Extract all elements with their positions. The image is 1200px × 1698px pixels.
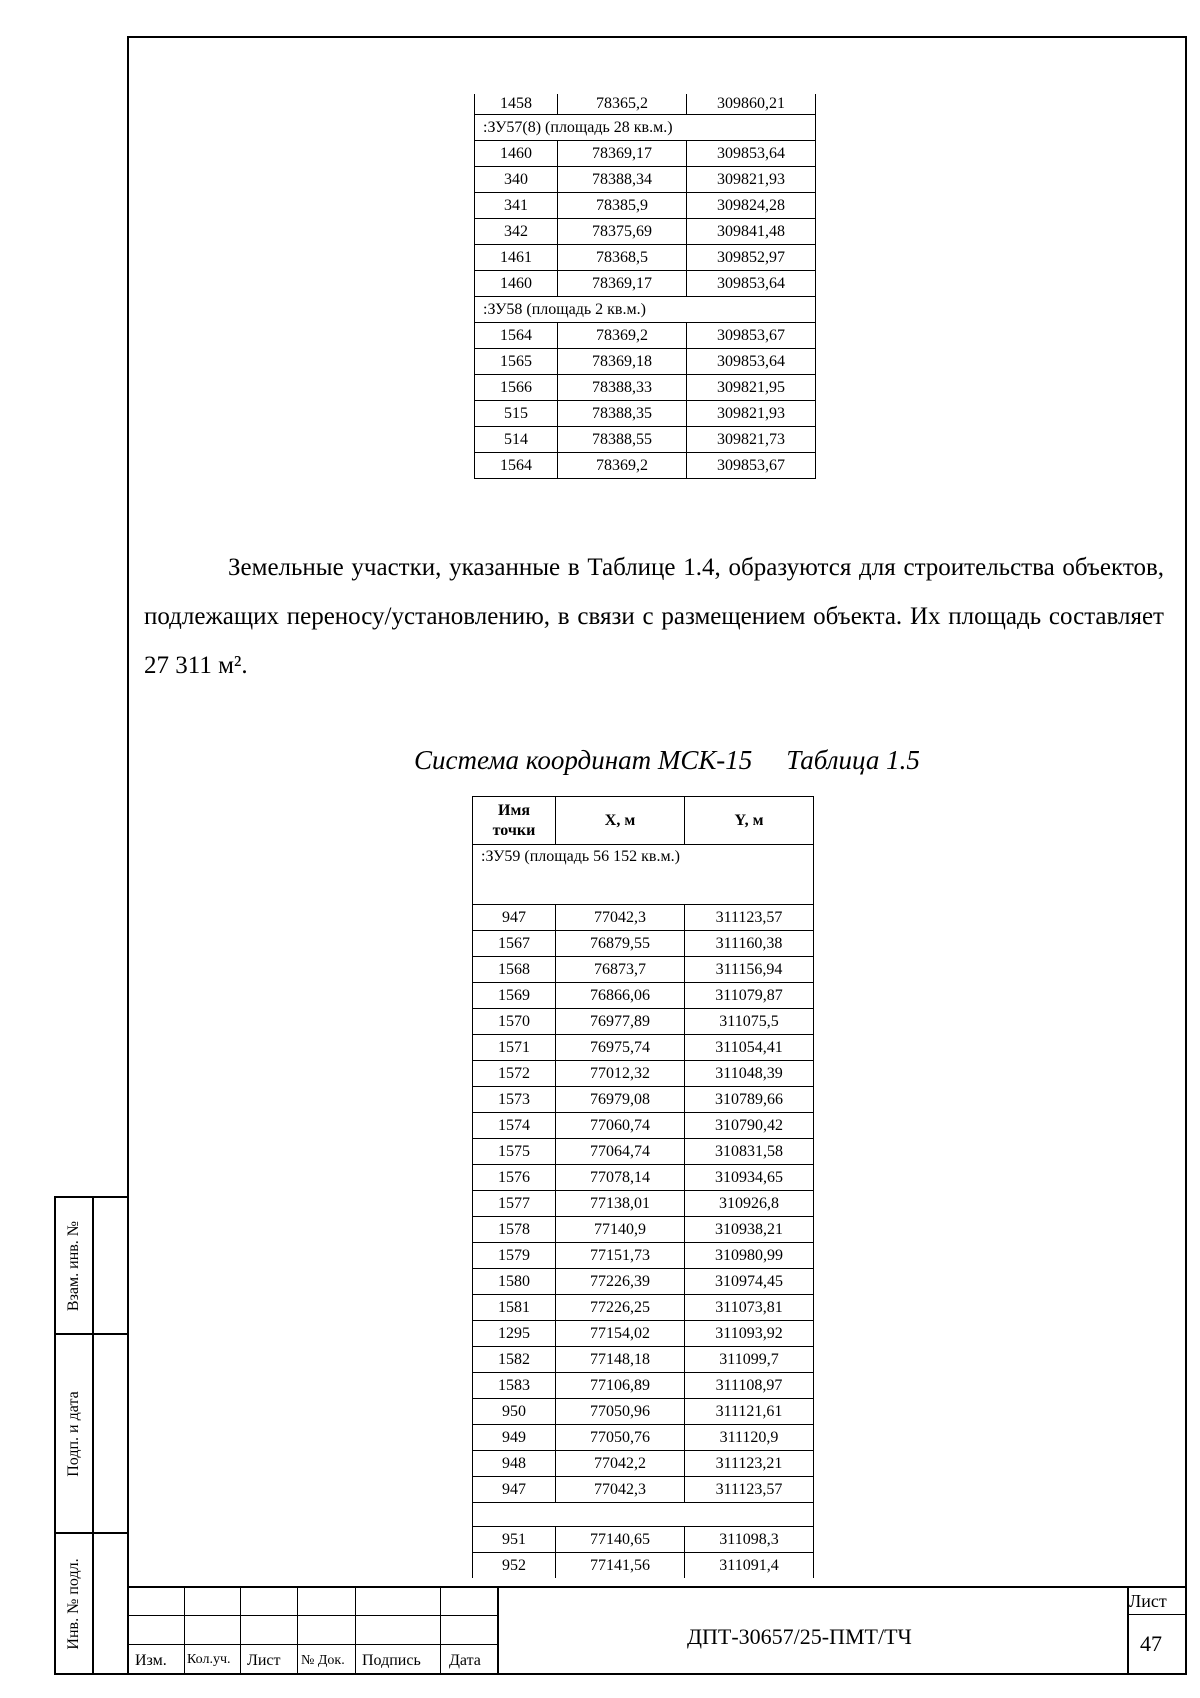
table-row	[473, 1009, 814, 1035]
point-name-cell: 950	[473, 1399, 556, 1425]
x-coordinate-cell: 77106,89	[556, 1373, 685, 1399]
caption-coordinate-system: Система координат МСК-15	[414, 745, 753, 775]
y-coordinate-cell: 311121,61	[685, 1399, 814, 1425]
y-coordinate-cell: 310980,99	[685, 1243, 814, 1269]
point-name-cell: 1571	[473, 1035, 556, 1061]
table-row	[475, 167, 816, 193]
x-coordinate-cell: 77226,25	[556, 1295, 685, 1321]
point-name-cell: 952	[473, 1553, 556, 1579]
point-name-cell: 1574	[473, 1113, 556, 1139]
point-name-cell: 1583	[473, 1373, 556, 1399]
point-name-cell: 1572	[473, 1061, 556, 1087]
y-coordinate-cell: 311123,57	[685, 1477, 814, 1503]
x-coordinate-cell: 77050,96	[556, 1399, 685, 1425]
table-row	[475, 453, 816, 479]
table-row	[473, 1217, 814, 1243]
body-paragraph	[144, 543, 1164, 690]
y-coordinate-cell: 309821,73	[687, 427, 816, 453]
x-coordinate-cell: 76873,7	[556, 957, 685, 983]
point-name-cell: 1581	[473, 1295, 556, 1321]
point-name-cell: 1564	[475, 453, 558, 479]
table-row	[475, 401, 816, 427]
table-header-row	[473, 797, 814, 845]
table-section-row	[475, 297, 816, 323]
x-coordinate-cell: 77140,65	[556, 1527, 685, 1553]
y-coordinate-cell: 309860,21	[687, 94, 816, 115]
point-name-cell: 1582	[473, 1347, 556, 1373]
y-coordinate-cell: 311098,3	[685, 1527, 814, 1553]
header-y: Y, м	[685, 797, 814, 845]
coordinates-table-continued	[474, 94, 816, 479]
y-coordinate-cell: 309852,97	[687, 245, 816, 271]
point-name-cell: 947	[473, 1477, 556, 1503]
y-coordinate-cell: 311156,94	[685, 957, 814, 983]
table-caption	[414, 745, 920, 776]
table-row	[473, 1451, 814, 1477]
table-row	[475, 349, 816, 375]
table-row	[473, 957, 814, 983]
x-coordinate-cell: 77154,02	[556, 1321, 685, 1347]
y-coordinate-cell: 309824,28	[687, 193, 816, 219]
point-name-cell: 515	[475, 401, 558, 427]
y-coordinate-cell: 311123,57	[685, 905, 814, 931]
point-name-cell: 1460	[475, 141, 558, 167]
stamp-vzam-inv	[54, 1196, 127, 1335]
x-coordinate-cell: 78388,34	[558, 167, 687, 193]
table-row	[475, 375, 816, 401]
point-name-cell: 1573	[473, 1087, 556, 1113]
col-nom-dok: № Док.	[301, 1653, 345, 1668]
y-coordinate-cell: 311108,97	[685, 1373, 814, 1399]
y-coordinate-cell: 310938,21	[685, 1217, 814, 1243]
coordinates-table-1-5	[472, 796, 814, 1578]
point-name-cell: 1569	[473, 983, 556, 1009]
x-coordinate-cell: 77151,73	[556, 1243, 685, 1269]
point-name-cell: 1567	[473, 931, 556, 957]
stamp-vzam-label: Взам. инв. №	[65, 1220, 82, 1311]
table-row	[473, 1527, 814, 1553]
table-row	[473, 1425, 814, 1451]
x-coordinate-cell: 77226,39	[556, 1269, 685, 1295]
point-name-cell: 948	[473, 1451, 556, 1477]
table-row	[473, 1373, 814, 1399]
col-kol-uch: Кол.уч.	[187, 1652, 231, 1667]
table-section-row	[473, 845, 814, 905]
table-section-row	[475, 115, 816, 141]
x-coordinate-cell: 78388,55	[558, 427, 687, 453]
x-coordinate-cell: 77064,74	[556, 1139, 685, 1165]
table-row	[473, 1113, 814, 1139]
x-coordinate-cell: 77078,14	[556, 1165, 685, 1191]
point-name-cell: 947	[473, 905, 556, 931]
section-label: :ЗУ57(8) (площадь 28 кв.м.)	[475, 115, 816, 141]
point-name-cell: 1564	[475, 323, 558, 349]
point-name-cell: 1460	[475, 271, 558, 297]
table-row	[473, 1321, 814, 1347]
x-coordinate-cell: 77042,2	[556, 1451, 685, 1477]
y-coordinate-cell: 311123,21	[685, 1451, 814, 1477]
x-coordinate-cell: 77148,18	[556, 1347, 685, 1373]
point-name-cell: 1578	[473, 1217, 556, 1243]
table-blank-row	[473, 1503, 814, 1527]
caption-table-number: Таблица 1.5	[786, 745, 920, 775]
table-row	[473, 1139, 814, 1165]
y-coordinate-cell: 310831,58	[685, 1139, 814, 1165]
x-coordinate-cell: 77060,74	[556, 1113, 685, 1139]
table-row	[473, 1553, 814, 1579]
header-point-name: Имя точки	[473, 797, 556, 845]
paragraph-text: Земельные участки, указанные в Таблице 1.4, образуются для строительства объектов, подлежащих переносу/установлению, в связи с размещением объекта. Их площадь составляет 27 311 м².	[144, 554, 1164, 679]
x-coordinate-cell: 78369,17	[558, 271, 687, 297]
table-row	[473, 1269, 814, 1295]
point-name-cell: 949	[473, 1425, 556, 1451]
title-block	[127, 1586, 1187, 1675]
table-row	[473, 1165, 814, 1191]
table-row	[475, 193, 816, 219]
col-podpis: Подпись	[362, 1652, 421, 1669]
point-name-cell: 951	[473, 1527, 556, 1553]
y-coordinate-cell: 309821,93	[687, 167, 816, 193]
y-coordinate-cell: 311091,4	[685, 1553, 814, 1579]
point-name-cell: 1580	[473, 1269, 556, 1295]
sheet-number: 47	[1140, 1631, 1162, 1656]
table-row	[473, 983, 814, 1009]
y-coordinate-cell: 311079,87	[685, 983, 814, 1009]
point-name-cell: 1295	[473, 1321, 556, 1347]
table-row	[475, 427, 816, 453]
table-row	[475, 141, 816, 167]
y-coordinate-cell: 311160,38	[685, 931, 814, 957]
x-coordinate-cell: 77042,3	[556, 905, 685, 931]
table-row	[475, 245, 816, 271]
x-coordinate-cell: 78369,17	[558, 141, 687, 167]
y-coordinate-cell: 311099,7	[685, 1347, 814, 1373]
y-coordinate-cell: 309853,64	[687, 141, 816, 167]
y-coordinate-cell: 309821,95	[687, 375, 816, 401]
blank-cell	[473, 1503, 814, 1527]
section-label: :ЗУ58 (площадь 2 кв.м.)	[475, 297, 816, 323]
col-izm: Изм.	[135, 1652, 167, 1669]
point-name-cell: 1576	[473, 1165, 556, 1191]
point-name-cell: 1568	[473, 957, 556, 983]
x-coordinate-cell: 76879,55	[556, 931, 685, 957]
table-row	[473, 1347, 814, 1373]
y-coordinate-cell: 310974,45	[685, 1269, 814, 1295]
sheet-label: Лист	[1129, 1591, 1167, 1611]
y-coordinate-cell: 309821,93	[687, 401, 816, 427]
x-coordinate-cell: 77140,9	[556, 1217, 685, 1243]
x-coordinate-cell: 78388,33	[558, 375, 687, 401]
table-row	[473, 1477, 814, 1503]
x-coordinate-cell: 76975,74	[556, 1035, 685, 1061]
point-name-cell: 1458	[475, 94, 558, 115]
y-coordinate-cell: 311075,5	[685, 1009, 814, 1035]
point-name-cell: 1577	[473, 1191, 556, 1217]
x-coordinate-cell: 78365,2	[558, 94, 687, 115]
x-coordinate-cell: 77138,01	[556, 1191, 685, 1217]
stamp-podp-data	[54, 1333, 127, 1534]
table-row	[473, 1035, 814, 1061]
x-coordinate-cell: 77042,3	[556, 1477, 685, 1503]
x-coordinate-cell: 76979,08	[556, 1087, 685, 1113]
point-name-cell: 340	[475, 167, 558, 193]
y-coordinate-cell: 311054,41	[685, 1035, 814, 1061]
y-coordinate-cell: 311073,81	[685, 1295, 814, 1321]
point-name-cell: 514	[475, 427, 558, 453]
table-row	[475, 94, 816, 115]
y-coordinate-cell: 310790,42	[685, 1113, 814, 1139]
col-list: Лист	[247, 1652, 281, 1669]
y-coordinate-cell: 311120,9	[685, 1425, 814, 1451]
point-name-cell: 1461	[475, 245, 558, 271]
y-coordinate-cell: 310789,66	[685, 1087, 814, 1113]
stamp-podp-label: Подп. и дата	[65, 1390, 82, 1477]
x-coordinate-cell: 78369,18	[558, 349, 687, 375]
y-coordinate-cell: 310926,8	[685, 1191, 814, 1217]
point-name-cell: 1566	[475, 375, 558, 401]
section-label: :ЗУ59 (площадь 56 152 кв.м.)	[473, 845, 814, 905]
x-coordinate-cell: 77141,56	[556, 1553, 685, 1579]
table-row	[475, 323, 816, 349]
y-coordinate-cell: 309853,64	[687, 349, 816, 375]
table-row	[473, 1087, 814, 1113]
x-coordinate-cell: 78369,2	[558, 323, 687, 349]
point-name-cell: 341	[475, 193, 558, 219]
table-row	[473, 905, 814, 931]
table-row	[473, 1191, 814, 1217]
x-coordinate-cell: 76866,06	[556, 983, 685, 1009]
x-coordinate-cell: 78369,2	[558, 453, 687, 479]
point-name-cell: 1570	[473, 1009, 556, 1035]
stamp-inv-label: Инв. № подл.	[65, 1557, 82, 1650]
table-row	[473, 1243, 814, 1269]
x-coordinate-cell: 78375,69	[558, 219, 687, 245]
y-coordinate-cell: 309853,67	[687, 323, 816, 349]
table-row	[475, 271, 816, 297]
y-coordinate-cell: 309853,64	[687, 271, 816, 297]
y-coordinate-cell: 309841,48	[687, 219, 816, 245]
table-row	[475, 219, 816, 245]
point-name-cell: 1575	[473, 1139, 556, 1165]
document-code: ДПТ-30657/25-ПМТ/ТЧ	[687, 1624, 912, 1649]
point-name-cell: 342	[475, 219, 558, 245]
table-row	[473, 1061, 814, 1087]
point-name-cell: 1579	[473, 1243, 556, 1269]
y-coordinate-cell: 311048,39	[685, 1061, 814, 1087]
point-name-cell: 1565	[475, 349, 558, 375]
x-coordinate-cell: 76977,89	[556, 1009, 685, 1035]
stamp-inv-podl	[54, 1532, 127, 1675]
header-x: X, м	[556, 797, 685, 845]
x-coordinate-cell: 77012,32	[556, 1061, 685, 1087]
x-coordinate-cell: 78385,9	[558, 193, 687, 219]
x-coordinate-cell: 78368,5	[558, 245, 687, 271]
table-row	[473, 1295, 814, 1321]
x-coordinate-cell: 78388,35	[558, 401, 687, 427]
col-data: Дата	[449, 1652, 481, 1669]
x-coordinate-cell: 77050,76	[556, 1425, 685, 1451]
table-row	[473, 1399, 814, 1425]
y-coordinate-cell: 309853,67	[687, 453, 816, 479]
y-coordinate-cell: 310934,65	[685, 1165, 814, 1191]
table-row	[473, 931, 814, 957]
y-coordinate-cell: 311093,92	[685, 1321, 814, 1347]
